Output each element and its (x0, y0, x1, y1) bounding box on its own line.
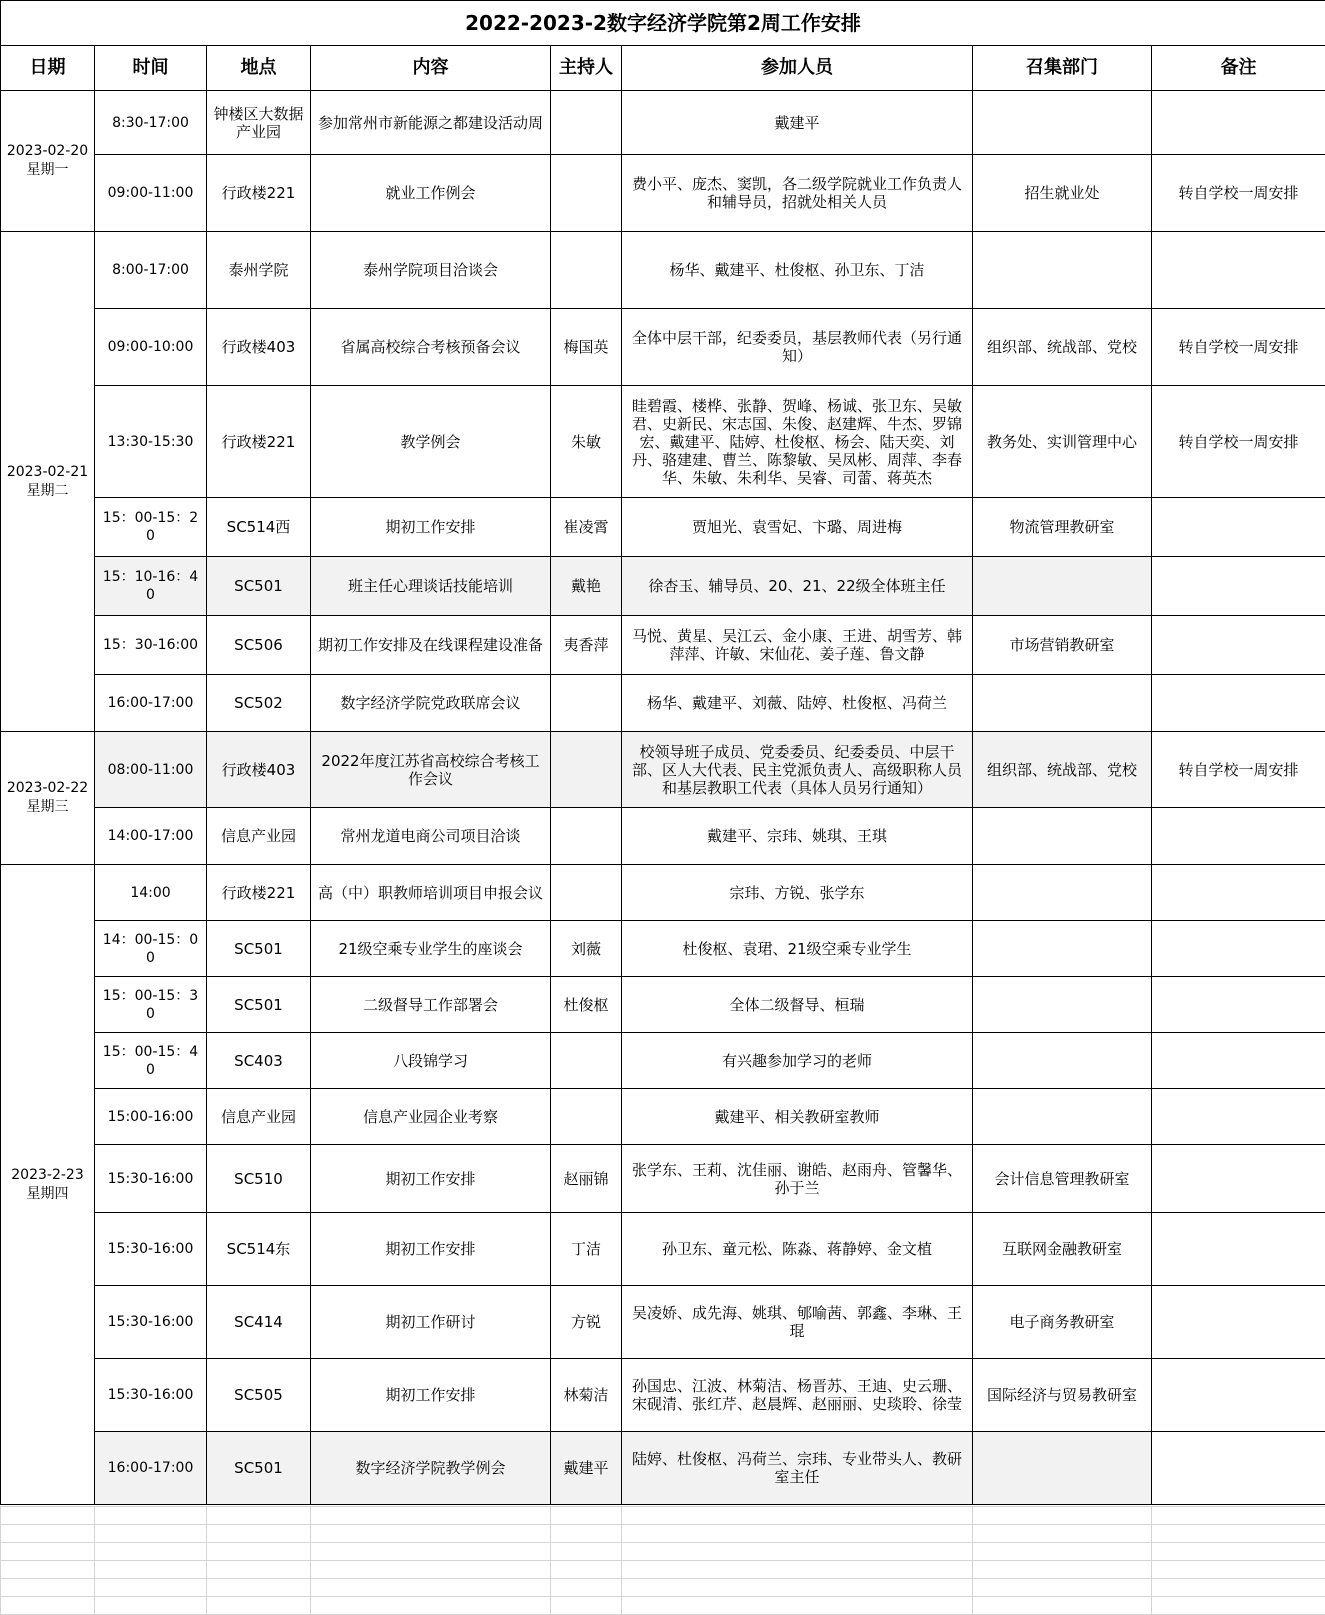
empty-cell[interactable] (207, 1507, 311, 1525)
event-place: 信息产业园 (207, 808, 311, 865)
event-host: 戴建平 (551, 1432, 622, 1505)
empty-cell[interactable] (207, 1579, 311, 1597)
event-remark (1152, 1432, 1325, 1505)
event-time: 14：00-15：00 (95, 921, 207, 977)
event-content: 2022年度江苏省高校综合考核工作会议 (311, 732, 551, 808)
empty-cell[interactable] (1, 1597, 95, 1615)
event-remark (1152, 498, 1325, 557)
event-department (973, 232, 1152, 309)
weekday-value: 星期四 (5, 1185, 90, 1204)
event-time: 15:30-16:00 (95, 1359, 207, 1432)
event-host: 刘薇 (551, 921, 622, 977)
event-participants: 徐杏玉、辅导员、20、21、22级全体班主任 (622, 557, 973, 616)
event-participants: 张学东、王莉、沈佳丽、谢皓、赵雨舟、管馨华、孙于兰 (622, 1145, 973, 1213)
event-remark: 转自学校一周安排 (1152, 732, 1325, 808)
empty-cell[interactable] (1152, 1507, 1325, 1525)
event-host: 梅国英 (551, 309, 622, 386)
date-value: 2023-2-23 (5, 1166, 90, 1185)
event-time: 15：00-15：20 (95, 498, 207, 557)
table-row (1, 1089, 1325, 1145)
table-row (1, 865, 1325, 921)
event-participants: 眭碧霞、楼桦、张静、贺峰、杨诚、张卫东、吴敏君、史新民、宋志国、朱俊、赵建辉、牛杰、罗锦宏、戴建平、陆婷、杜俊枢、杨会、陆天奕、刘丹、骆建建、曹兰、陈黎敏、吴凤彬、周萍、李春华、朱敏、朱利华、吴睿、司蕾、蒋英杰 (622, 386, 973, 498)
event-participants: 杨华、戴建平、杜俊枢、孙卫东、丁洁 (622, 232, 973, 309)
table-row (1, 921, 1325, 977)
empty-row (1, 1507, 1325, 1525)
event-department (973, 808, 1152, 865)
event-time: 15:30-16:00 (95, 1145, 207, 1213)
event-participants: 杜俊枢、袁珺、21级空乘专业学生 (622, 921, 973, 977)
event-time: 15：00-15：40 (95, 1033, 207, 1089)
event-participants: 陆婷、杜俊枢、冯荷兰、宗玮、专业带头人、教研室主任 (622, 1432, 973, 1505)
event-content: 参加常州市新能源之都建设活动周 (311, 91, 551, 155)
event-place: SC501 (207, 921, 311, 977)
event-participants: 宗玮、方锐、张学东 (622, 865, 973, 921)
empty-cell[interactable] (551, 1561, 622, 1579)
table-row (1, 675, 1325, 732)
event-content: 八段锦学习 (311, 1033, 551, 1089)
table-row (1, 155, 1325, 232)
empty-cell[interactable] (551, 1507, 622, 1525)
event-remark (1152, 865, 1325, 921)
date-value: 2023-02-20 (5, 142, 90, 161)
event-department: 市场营销教研室 (973, 616, 1152, 675)
event-host (551, 675, 622, 732)
header-row (1, 46, 1325, 91)
event-place: 信息产业园 (207, 1089, 311, 1145)
date-value: 2023-02-21 (5, 463, 90, 482)
event-content: 21级空乘专业学生的座谈会 (311, 921, 551, 977)
event-host: 方锐 (551, 1286, 622, 1359)
event-content: 期初工作安排 (311, 1213, 551, 1286)
event-place: 行政楼221 (207, 865, 311, 921)
date-cell (1, 865, 95, 1505)
weekday-value: 星期三 (5, 798, 90, 817)
event-time: 13:30-15:30 (95, 386, 207, 498)
table-row (1, 386, 1325, 498)
event-time: 15：30-16:00 (95, 616, 207, 675)
empty-cell[interactable] (95, 1579, 207, 1597)
event-time: 16:00-17:00 (95, 1432, 207, 1505)
date-cell (1, 732, 95, 865)
event-remark (1152, 232, 1325, 309)
event-host: 林菊洁 (551, 1359, 622, 1432)
empty-cell[interactable] (1, 1579, 95, 1597)
empty-cell[interactable] (622, 1543, 973, 1561)
empty-cell[interactable] (95, 1561, 207, 1579)
table-row (1, 977, 1325, 1033)
empty-row (1, 1561, 1325, 1579)
event-host: 丁洁 (551, 1213, 622, 1286)
event-remark (1152, 977, 1325, 1033)
weekday-value: 星期一 (5, 161, 90, 180)
event-remark: 转自学校一周安排 (1152, 309, 1325, 386)
event-host: 崔凌霄 (551, 498, 622, 557)
event-department (973, 675, 1152, 732)
event-place: 行政楼221 (207, 386, 311, 498)
event-time: 14:00 (95, 865, 207, 921)
schedule-body (1, 91, 1325, 1505)
event-remark (1152, 1286, 1325, 1359)
event-content: 数字经济学院党政联席会议 (311, 675, 551, 732)
event-host (551, 91, 622, 155)
header-participants: 参加人员 (622, 46, 973, 91)
empty-cell[interactable] (1, 1507, 95, 1525)
event-remark (1152, 921, 1325, 977)
event-time: 09:00-11:00 (95, 155, 207, 232)
event-place: SC501 (207, 1432, 311, 1505)
empty-cell[interactable] (95, 1525, 207, 1543)
table-row (1, 309, 1325, 386)
empty-cell[interactable] (973, 1561, 1152, 1579)
event-place: SC502 (207, 675, 311, 732)
empty-cell[interactable] (973, 1543, 1152, 1561)
header-time: 时间 (95, 46, 207, 91)
event-time: 08:00-11:00 (95, 732, 207, 808)
sheet-title: 2022-2023-2数字经济学院第2周工作安排 (1, 1, 1325, 46)
event-participants: 杨华、戴建平、刘薇、陆婷、杜俊枢、冯荷兰 (622, 675, 973, 732)
event-place: SC501 (207, 977, 311, 1033)
date-value: 2023-02-22 (5, 779, 90, 798)
event-host: 杜俊枢 (551, 977, 622, 1033)
event-place: 泰州学院 (207, 232, 311, 309)
event-remark (1152, 1089, 1325, 1145)
event-place: SC505 (207, 1359, 311, 1432)
event-time: 15:00-16:00 (95, 1089, 207, 1145)
empty-cell[interactable] (551, 1597, 622, 1615)
empty-cell[interactable] (311, 1561, 551, 1579)
event-place: SC403 (207, 1033, 311, 1089)
event-host (551, 865, 622, 921)
event-content: 班主任心理谈话技能培训 (311, 557, 551, 616)
empty-cell[interactable] (311, 1507, 551, 1525)
event-department (973, 1432, 1152, 1505)
event-host (551, 1033, 622, 1089)
event-department: 互联网金融教研室 (973, 1213, 1152, 1286)
event-department: 组织部、统战部、党校 (973, 309, 1152, 386)
event-place: 行政楼403 (207, 309, 311, 386)
table-row (1, 1213, 1325, 1286)
empty-cell[interactable] (207, 1543, 311, 1561)
empty-cell[interactable] (95, 1597, 207, 1615)
event-remark (1152, 557, 1325, 616)
event-participants: 戴建平、相关教研室教师 (622, 1089, 973, 1145)
event-participants: 孙卫东、童元松、陈淼、蒋静婷、金文植 (622, 1213, 973, 1286)
date-cell (1, 232, 95, 732)
event-content: 期初工作安排 (311, 1359, 551, 1432)
event-department (973, 91, 1152, 155)
table-row (1, 91, 1325, 155)
empty-cell[interactable] (311, 1579, 551, 1597)
empty-cell[interactable] (1, 1543, 95, 1561)
event-participants: 孙国忠、江波、林菊洁、杨晋苏、王迪、史云珊、宋砚清、张红芹、赵晨辉、赵丽丽、史琰聆、徐莹 (622, 1359, 973, 1432)
event-department (973, 921, 1152, 977)
empty-cell[interactable] (551, 1543, 622, 1561)
empty-cell[interactable] (311, 1597, 551, 1615)
event-content: 高（中）职教师培训项目申报会议 (311, 865, 551, 921)
event-content: 数字经济学院教学例会 (311, 1432, 551, 1505)
empty-cell[interactable] (973, 1597, 1152, 1615)
empty-grid (0, 1506, 1325, 1615)
event-place: SC514西 (207, 498, 311, 557)
empty-cell[interactable] (207, 1561, 311, 1579)
event-department (973, 557, 1152, 616)
table-row (1, 616, 1325, 675)
event-content: 期初工作安排 (311, 1145, 551, 1213)
event-remark (1152, 1359, 1325, 1432)
empty-cell[interactable] (1152, 1561, 1325, 1579)
event-content: 期初工作研讨 (311, 1286, 551, 1359)
event-time: 8:00-17:00 (95, 232, 207, 309)
empty-row (1, 1597, 1325, 1615)
event-remark (1152, 1145, 1325, 1213)
empty-row (1, 1543, 1325, 1561)
empty-cell[interactable] (622, 1525, 973, 1543)
table-row (1, 1286, 1325, 1359)
event-remark: 转自学校一周安排 (1152, 386, 1325, 498)
empty-cell[interactable] (622, 1597, 973, 1615)
event-time: 15:30-16:00 (95, 1213, 207, 1286)
event-place: SC414 (207, 1286, 311, 1359)
table-row (1, 732, 1325, 808)
empty-cell[interactable] (973, 1525, 1152, 1543)
empty-row (1, 1579, 1325, 1597)
event-content: 信息产业园企业考察 (311, 1089, 551, 1145)
event-remark (1152, 91, 1325, 155)
event-department: 会计信息管理教研室 (973, 1145, 1152, 1213)
empty-cell[interactable] (311, 1543, 551, 1561)
event-remark (1152, 675, 1325, 732)
event-participants: 戴建平、宗玮、姚琪、王琪 (622, 808, 973, 865)
empty-cell[interactable] (207, 1525, 311, 1543)
event-content: 就业工作例会 (311, 155, 551, 232)
event-time: 09:00-10:00 (95, 309, 207, 386)
event-department (973, 977, 1152, 1033)
event-time: 14:00-17:00 (95, 808, 207, 865)
event-participants: 全体中层干部，纪委委员，基层教师代表（另行通知） (622, 309, 973, 386)
empty-cell[interactable] (207, 1597, 311, 1615)
event-content: 期初工作安排及在线课程建设准备 (311, 616, 551, 675)
event-department: 电子商务教研室 (973, 1286, 1152, 1359)
event-content: 常州龙道电商公司项目洽谈 (311, 808, 551, 865)
event-participants: 有兴趣参加学习的老师 (622, 1033, 973, 1089)
event-host: 戴艳 (551, 557, 622, 616)
event-department (973, 1033, 1152, 1089)
event-department: 招生就业处 (973, 155, 1152, 232)
empty-cell[interactable] (551, 1525, 622, 1543)
header-host: 主持人 (551, 46, 622, 91)
table-row (1, 1359, 1325, 1432)
header-place: 地点 (207, 46, 311, 91)
header-remark: 备注 (1152, 46, 1325, 91)
event-time: 15：10-16：40 (95, 557, 207, 616)
event-place: 钟楼区大数据产业园 (207, 91, 311, 155)
table-row (1, 1145, 1325, 1213)
event-content: 泰州学院项目洽谈会 (311, 232, 551, 309)
event-time: 16:00-17:00 (95, 675, 207, 732)
event-place: SC501 (207, 557, 311, 616)
empty-cell[interactable] (622, 1507, 973, 1525)
event-place: SC514东 (207, 1213, 311, 1286)
table-row (1, 1432, 1325, 1505)
event-participants: 校领导班子成员、党委委员、纪委委员、中层干部、区人大代表、民主党派负责人、高级职称人员和基层教职工代表（具体人员另行通知） (622, 732, 973, 808)
empty-row (1, 1525, 1325, 1543)
table-row (1, 1033, 1325, 1089)
event-department: 物流管理教研室 (973, 498, 1152, 557)
empty-cell[interactable] (1152, 1525, 1325, 1543)
header-content: 内容 (311, 46, 551, 91)
table-row (1, 498, 1325, 557)
empty-cell[interactable] (551, 1579, 622, 1597)
empty-cell[interactable] (1152, 1579, 1325, 1597)
event-host: 朱敏 (551, 386, 622, 498)
event-participants: 费小平、庞杰、窦凯，各二级学院就业工作负责人和辅导员，招就处相关人员 (622, 155, 973, 232)
table-row (1, 557, 1325, 616)
empty-cell[interactable] (95, 1507, 207, 1525)
empty-cell[interactable] (1, 1561, 95, 1579)
event-remark (1152, 1213, 1325, 1286)
event-content: 省属高校综合考核预备会议 (311, 309, 551, 386)
event-place: SC510 (207, 1145, 311, 1213)
table-row (1, 232, 1325, 309)
event-place: 行政楼403 (207, 732, 311, 808)
event-host (551, 732, 622, 808)
header-department: 召集部门 (973, 46, 1152, 91)
empty-cell[interactable] (622, 1579, 973, 1597)
event-participants: 全体二级督导、桓瑞 (622, 977, 973, 1033)
event-host: 赵丽锦 (551, 1145, 622, 1213)
empty-cell[interactable] (622, 1561, 973, 1579)
title-row (1, 1, 1325, 46)
event-participants: 吴凌娇、成先海、姚琪、郇喻茜、郭鑫、李琳、王琨 (622, 1286, 973, 1359)
event-department (973, 865, 1152, 921)
event-place: SC506 (207, 616, 311, 675)
empty-cell[interactable] (95, 1543, 207, 1561)
empty-cell[interactable] (1152, 1543, 1325, 1561)
weekday-value: 星期二 (5, 482, 90, 501)
event-time: 8:30-17:00 (95, 91, 207, 155)
event-remark (1152, 616, 1325, 675)
header-date: 日期 (1, 46, 95, 91)
event-remark (1152, 1033, 1325, 1089)
empty-cell[interactable] (973, 1507, 1152, 1525)
event-time: 15：00-15：30 (95, 977, 207, 1033)
event-remark: 转自学校一周安排 (1152, 155, 1325, 232)
table-row (1, 808, 1325, 865)
empty-cell[interactable] (1, 1525, 95, 1543)
event-content: 二级督导工作部署会 (311, 977, 551, 1033)
event-time: 15:30-16:00 (95, 1286, 207, 1359)
event-host (551, 155, 622, 232)
empty-cell[interactable] (1152, 1597, 1325, 1615)
date-cell (1, 91, 95, 232)
event-host (551, 232, 622, 309)
event-content: 期初工作安排 (311, 498, 551, 557)
event-department (973, 1089, 1152, 1145)
event-participants: 贾旭光、袁雪妃、卞璐、周进梅 (622, 498, 973, 557)
event-remark (1152, 808, 1325, 865)
event-place: 行政楼221 (207, 155, 311, 232)
event-participants: 戴建平 (622, 91, 973, 155)
event-host: 夷香萍 (551, 616, 622, 675)
event-host (551, 1089, 622, 1145)
event-host (551, 808, 622, 865)
event-participants: 马悦、黄星、吴江云、金小康、王进、胡雪芳、韩萍萍、许敏、宋仙花、姜子莲、鲁文静 (622, 616, 973, 675)
event-department: 教务处、实训管理中心 (973, 386, 1152, 498)
event-department: 组织部、统战部、党校 (973, 732, 1152, 808)
event-department: 国际经济与贸易教研室 (973, 1359, 1152, 1432)
empty-cell[interactable] (311, 1525, 551, 1543)
event-content: 教学例会 (311, 386, 551, 498)
empty-cell[interactable] (973, 1579, 1152, 1597)
